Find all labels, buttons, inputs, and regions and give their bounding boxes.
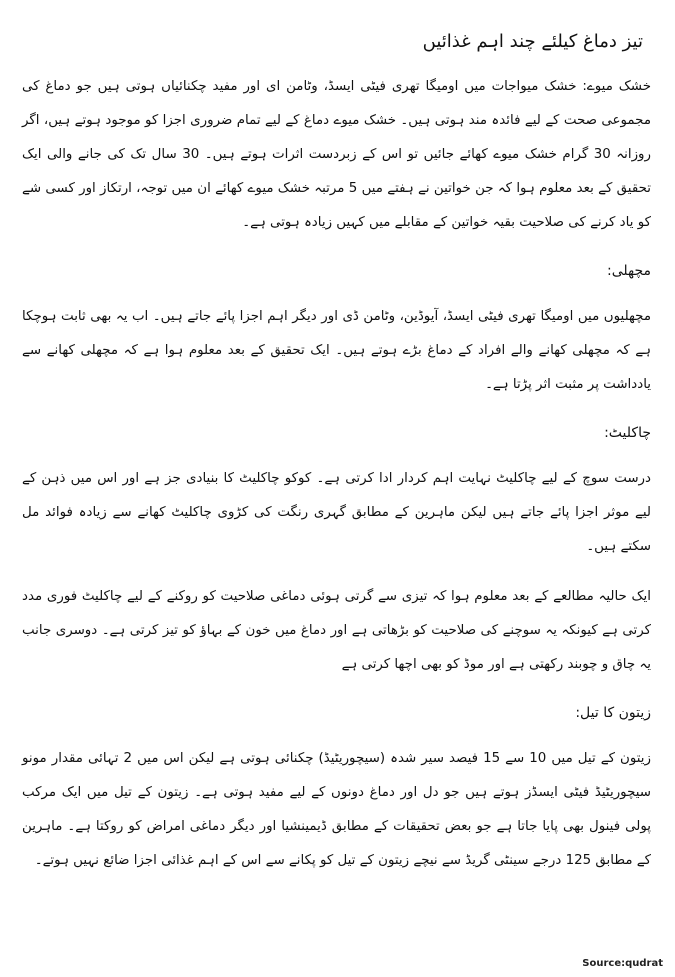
olive-oil-heading: زیتون کا تیل: bbox=[575, 705, 651, 721]
article-title: تیز دماغ کیلئے چند اہم غذائیں bbox=[422, 31, 643, 52]
olive-oil-paragraph: زیتون کے تیل میں 10 سے 15 فیصد سیر شدہ (سیچوریٹیڈ) چکنائی ہوتی ہے لیکن اس میں 2 تہائی مقدار مونو سیچوریٹیڈ فیٹی ایسڈز ہوتے ہیں جو دل اور دماغ دونوں کے لیے مفید ہوتی ہے۔ زیتون کے تیل میں ایک مرکب پولی فینول بھی پایا جاتا ہے جو بعض تحقیقات کے مطابق ڈیمینشیا اور دیگر دماغی امراض کو روکتا ہے۔ ماہرین کے مطابق 125 درجے سینٹی گریڈ سے نیچے زیتون کے تیل کو پکانے سے اس کے اہم غذائی اجزا ضائع نہیں ہوتے۔ bbox=[22, 751, 651, 868]
chocolate-paragraph-2: ایک حالیہ مطالعے کے بعد معلوم ہوا کہ تیزی سے گرتی ہوئی دماغی صلاحیت کو روکنے کے لیے چاکلیٹ فوری مدد کرتی ہے کیونکہ یہ سوچنے کی صلاحیت کو بڑھاتی ہے اور دماغ میں خون کے بہاؤ کو تیز کرتی ہے۔ دوسری جانب یہ چاق و چوبند رکھتی ہے اور موڈ کو بھی اچھا کرتی ہے bbox=[22, 589, 651, 672]
chocolate-paragraph-1: درست سوچ کے لیے چاکلیٹ نہایت اہم کردار ادا کرتی ہے۔ کوکو چاکلیٹ کا بنیادی جز ہے اور اس میں ذہن کے لیے موثر اجزا پائے جاتے ہیں لیکن ماہرین کے مطابق گہری رنگت کی کڑوی چاکلیٹ کھانے سے زیادہ فوائد مل سکتے ہیں۔ bbox=[22, 471, 651, 554]
nuts-paragraph: خشک میوے: خشک میواجات میں اومیگا تھری فیٹی ایسڈ، وٹامن ای اور مفید چکنائیاں ہوتی ہیں جو دماغ کی مجموعی صحت کے لیے فائدہ مند ہوتی ہیں۔ خشک میوے دماغ کے لیے تمام ضروری اجزا کو موجود ہوتے ہیں، اگر روزانہ 30 گرام خشک میوے کھائے جائیں تو اس کے زبردست اثرات ہوتے ہیں۔ 30 سال تک کی جانے والی ایک تحقیق کے بعد معلوم ہوا کہ جن خواتین نے ہفتے میں 5 مرتبہ خشک میوے کھائے ان میں توجہ، ارتکاز اور کسی شے کو یاد کرنے کی صلاحیت بقیہ خواتین کے مقابلے میں کہیں زیادہ ہوتی ہے۔ bbox=[22, 79, 651, 230]
chocolate-heading: چاکلیٹ: bbox=[604, 425, 651, 441]
fish-paragraph: مچھلیوں میں اومیگا تھری فیٹی ایسڈ، آیوڈین، وٹامن ڈی اور دیگر اہم اجزا پائے جاتے ہیں۔ اب یہ بھی ثابت ہوچکا ہے کہ مچھلی کھانے والے افراد کے دماغ بڑے ہوتے ہیں۔ ایک تحقیق کے بعد معلوم ہوا ہے کہ مچھلی کھانے سے یادداشت پر مثبت اثر پڑتا ہے۔ bbox=[22, 309, 651, 392]
source-credit: Source:qudrat bbox=[582, 958, 663, 969]
fish-heading: مچھلی: bbox=[606, 263, 651, 279]
